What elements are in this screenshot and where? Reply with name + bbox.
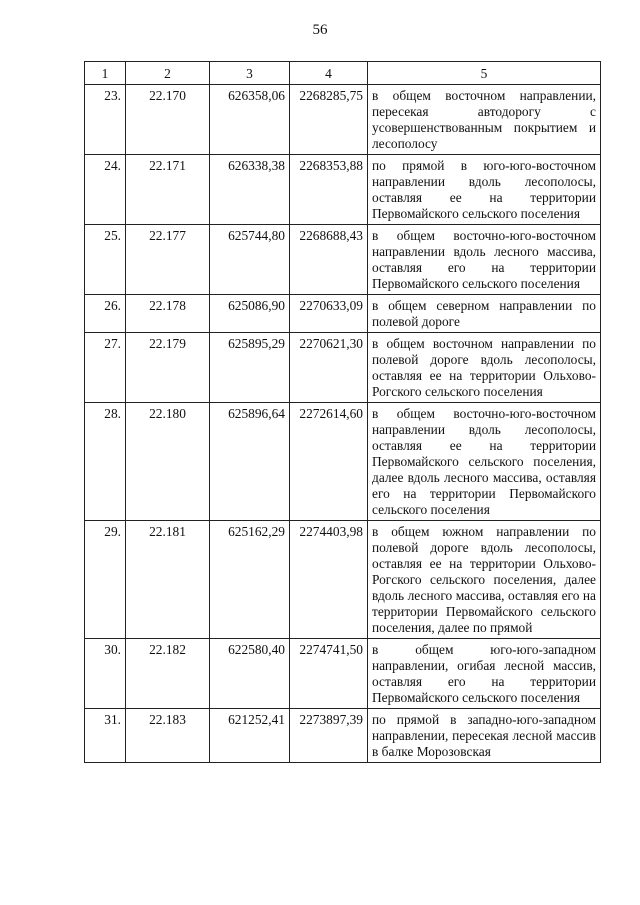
coordinate-y: 2272614,60 [290,403,368,521]
coordinate-y: 2268285,75 [290,85,368,155]
row-number: 30. [85,639,126,709]
coordinate-x: 626338,38 [210,155,290,225]
boundary-description: в общем восточном направлении по полевой дороге вдоль лесополосы, оставляя ее на территории Ольхово-Рогского сельского поселения [368,333,601,403]
boundary-description: в общем юго-юго-западном направлении, огибая лесной массив, оставляя его на территории Первомайского сельского поселения [368,639,601,709]
coordinate-x: 625896,64 [210,403,290,521]
column-header-5: 5 [368,62,601,85]
row-number: 23. [85,85,126,155]
boundary-description: в общем южном направлении по полевой дороге вдоль лесополосы, оставляя ее на территории Ольхово-Рогского сельского поселения, далее вдоль лесного массива, оставляя его на территории Первомайского сельского поселения, далее по прямой [368,521,601,639]
table-row [85,521,601,639]
row-number: 27. [85,333,126,403]
table-row [85,403,601,521]
coordinate-y: 2268353,88 [290,155,368,225]
table-row [85,225,601,295]
point-id: 22.178 [126,295,210,333]
coordinate-y: 2270621,30 [290,333,368,403]
coordinate-y: 2273897,39 [290,709,368,763]
coordinate-x: 621252,41 [210,709,290,763]
point-id: 22.170 [126,85,210,155]
point-id: 22.179 [126,333,210,403]
boundary-description: в общем восточном направлении, пересекая автодорогу с усовершенствованным покрытием и лесополосу [368,85,601,155]
row-number: 28. [85,403,126,521]
point-id: 22.183 [126,709,210,763]
row-number: 29. [85,521,126,639]
coordinate-x: 625086,90 [210,295,290,333]
column-header-1: 1 [85,62,126,85]
page-number: 56 [312,22,328,38]
table-row [85,333,601,403]
row-number: 24. [85,155,126,225]
point-id: 22.171 [126,155,210,225]
coordinate-x: 625162,29 [210,521,290,639]
table-body [85,85,601,763]
point-id: 22.180 [126,403,210,521]
point-id: 22.177 [126,225,210,295]
boundary-description: в общем северном направлении по полевой дороге [368,295,601,333]
boundary-description: в общем восточно-юго-восточном направлении вдоль лесополосы, оставляя ее на территории Первомайского сельского поселения, далее вдоль лесного массива, оставляя его на территории Первомайского сельского поселения [368,403,601,521]
row-number: 26. [85,295,126,333]
coordinate-x: 626358,06 [210,85,290,155]
table-header-row [85,62,601,85]
table-row [85,639,601,709]
table-row [85,85,601,155]
point-id: 22.181 [126,521,210,639]
coordinate-x: 622580,40 [210,639,290,709]
boundary-description: по прямой в западно-юго-западном направлении, пересекая лесной массив в балке Морозовская [368,709,601,763]
point-id: 22.182 [126,639,210,709]
table-row [85,155,601,225]
row-number: 31. [85,709,126,763]
coordinate-y: 2274403,98 [290,521,368,639]
coordinate-y: 2270633,09 [290,295,368,333]
boundary-points-table [84,61,601,763]
row-number: 25. [85,225,126,295]
table-row [85,295,601,333]
column-header-3: 3 [210,62,290,85]
column-header-2: 2 [126,62,210,85]
coordinate-y: 2268688,43 [290,225,368,295]
coordinate-x: 625895,29 [210,333,290,403]
coordinate-y: 2274741,50 [290,639,368,709]
boundary-description: в общем восточно-юго-восточном направлении вдоль лесного массива, оставляя его на территории Первомайского сельского поселения [368,225,601,295]
boundary-description: по прямой в юго-юго-восточном направлении вдоль лесополосы, оставляя ее на территории Первомайского сельского поселения [368,155,601,225]
coordinate-x: 625744,80 [210,225,290,295]
table-row [85,709,601,763]
column-header-4: 4 [290,62,368,85]
